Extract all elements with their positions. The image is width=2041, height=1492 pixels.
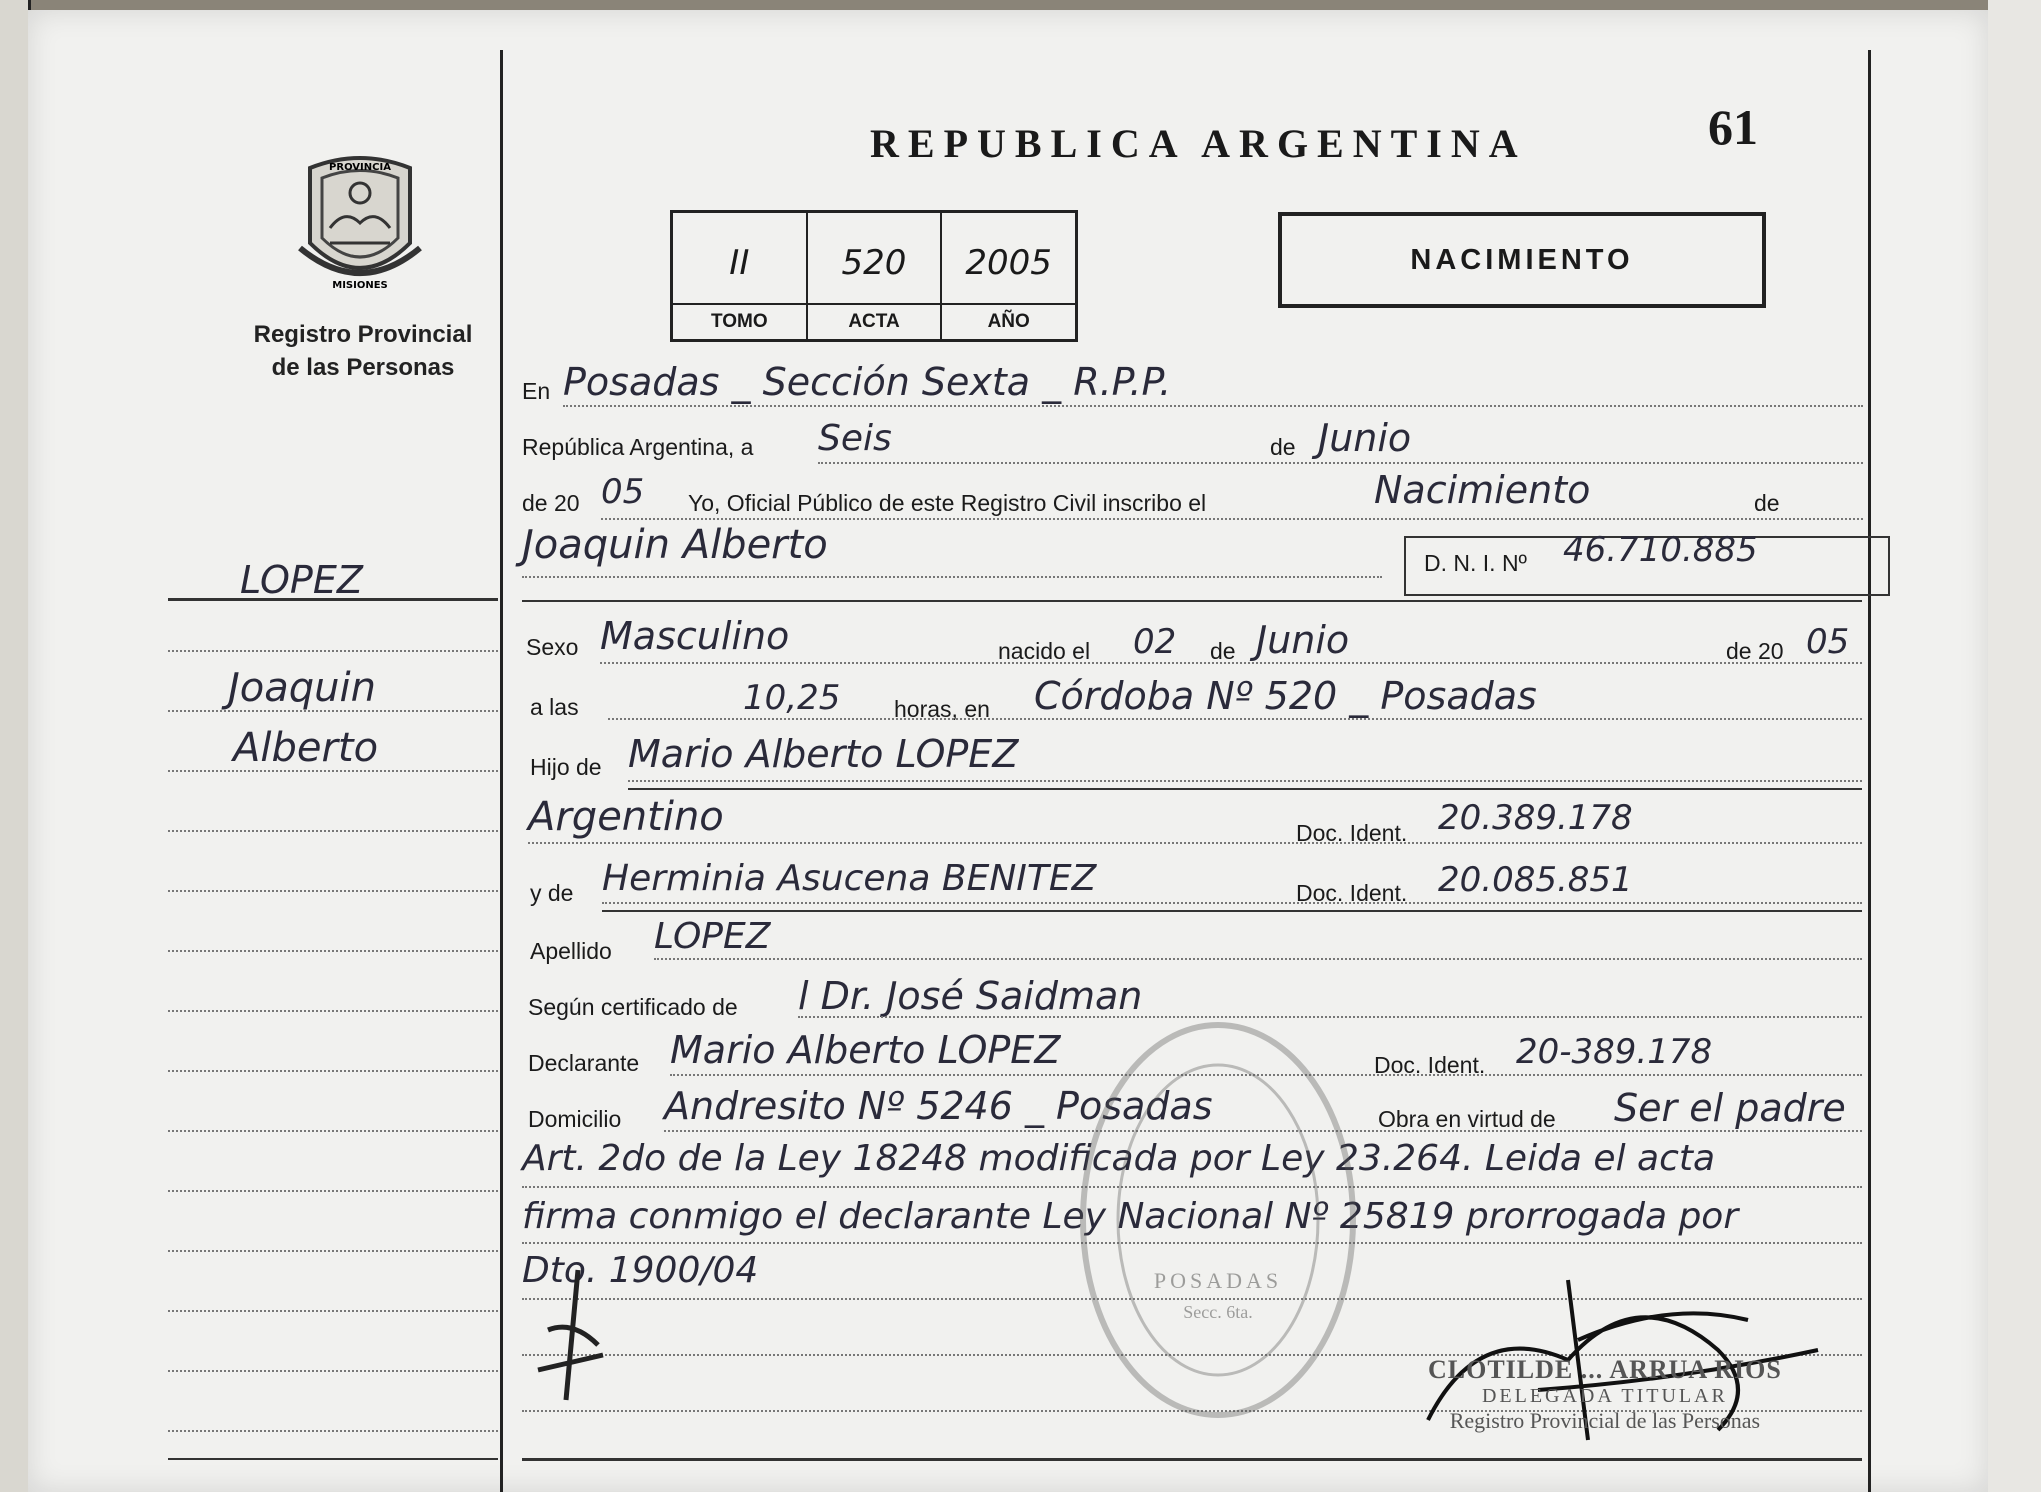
line xyxy=(654,958,1862,960)
line xyxy=(602,902,1862,904)
obra-label: Obra en virtud de xyxy=(1378,1106,1556,1132)
birth-hour: 10,25 xyxy=(743,678,841,718)
margin-line xyxy=(168,770,498,772)
margin-line xyxy=(168,830,498,832)
doc-label-father: Doc. Ident. xyxy=(1296,820,1408,846)
sexo-label: Sexo xyxy=(526,634,579,660)
notes-line-3: Dto. 1900/04 xyxy=(522,1250,759,1291)
margin-rule xyxy=(168,598,498,601)
registry-place: Posadas _ Sección Sexta _ R.P.P. xyxy=(563,360,1172,404)
stamp-section: Secc. 6ta. xyxy=(1183,1302,1253,1322)
line xyxy=(628,780,1862,782)
right-border xyxy=(1868,50,1871,1492)
officer-block xyxy=(1428,1355,1782,1434)
sex-value: Masculino xyxy=(600,614,790,658)
declarant-signature xyxy=(528,1260,618,1410)
child-name: Joaquin Alberto xyxy=(522,522,828,568)
day-in-words: Seis xyxy=(818,418,892,459)
line xyxy=(600,662,1862,664)
margin-line xyxy=(168,1130,498,1132)
line xyxy=(601,518,1863,520)
margin-surname: LOPEZ xyxy=(240,558,363,602)
segun-label: Según certificado de xyxy=(528,994,738,1020)
acta-value: 520 xyxy=(841,243,907,283)
apellido-value: LOPEZ xyxy=(654,916,771,957)
father-doc: 20.389.178 xyxy=(1438,798,1633,838)
margin-line xyxy=(168,1010,498,1012)
margin-line xyxy=(168,890,498,892)
record-id-table xyxy=(670,210,1078,342)
line xyxy=(522,576,1382,578)
margin-given-name-1: Joaquin xyxy=(228,665,376,711)
officer-title: DELEGADA TITULAR xyxy=(1481,1385,1728,1407)
page-edge xyxy=(1988,0,2041,1492)
month: Junio xyxy=(1318,416,1412,460)
emblem-top-text: PROVINCIA xyxy=(329,162,391,173)
margin-line xyxy=(168,1250,498,1252)
year-suffix: 05 xyxy=(601,472,645,512)
line xyxy=(608,718,1862,720)
anio-value: 2005 xyxy=(965,243,1052,283)
notes-line-2: firma conmigo el declarante Ley Nacional Nº 25819 prorrogada por xyxy=(522,1196,1739,1237)
rule xyxy=(522,600,1862,602)
doc-label-declarant: Doc. Ident. xyxy=(1374,1052,1486,1078)
margin-line xyxy=(168,650,498,652)
mother-name: Herminia Asucena BENITEZ xyxy=(602,858,1097,899)
registry-name-line1: Registro Provincial xyxy=(253,321,473,348)
document-title: REPUBLICA ARGENTINA xyxy=(870,121,1527,166)
certificate-by: l Dr. José Saidman xyxy=(798,974,1143,1018)
de-label: de xyxy=(1270,434,1296,460)
margin-line xyxy=(168,1070,498,1072)
tomo-value: II xyxy=(729,243,750,283)
stamp-city: POSADAS xyxy=(1153,1268,1283,1293)
rule xyxy=(602,910,1862,912)
official-stamp xyxy=(1068,1010,1368,1430)
acta-label: ACTA xyxy=(808,303,941,339)
horas-label: horas, en xyxy=(894,696,990,722)
birth-certificate-page xyxy=(28,10,1988,1492)
line xyxy=(818,462,1863,464)
declarant-name: Mario Alberto LOPEZ xyxy=(670,1028,1061,1072)
declarante-label: Declarante xyxy=(528,1050,640,1076)
registry-name-line2: de las Personas xyxy=(271,354,455,381)
birth-month: Junio xyxy=(1256,618,1350,662)
margin-line xyxy=(168,1430,498,1432)
rule xyxy=(628,788,1862,790)
dni-label: D. N. I. Nº xyxy=(1424,550,1527,576)
margin-line xyxy=(168,1190,498,1192)
margin-line xyxy=(168,950,498,952)
doc-label-mother: Doc. Ident. xyxy=(1296,880,1408,906)
declarant-doc: 20-389.178 xyxy=(1516,1032,1713,1072)
dni-value: 46.710.885 xyxy=(1563,530,1758,570)
event-type: Nacimiento xyxy=(1374,468,1591,512)
nacido-label: nacido el xyxy=(998,638,1091,664)
emblem-bottom-text: MISIONES xyxy=(332,280,388,291)
republica-label: República Argentina, a xyxy=(522,434,754,460)
registry-name xyxy=(228,318,498,384)
notes-line-1: Art. 2do de la Ley 18248 modificada por Ley 23.264. Leida el acta xyxy=(522,1138,1716,1179)
domicile: Andresito Nº 5246 _ Posadas xyxy=(664,1084,1213,1128)
tomo-label: TOMO xyxy=(673,303,806,339)
birth-year-suffix: 05 xyxy=(1806,622,1850,662)
coat-of-arms-icon xyxy=(290,148,430,298)
anio-label: AÑO xyxy=(942,303,1075,339)
en-label: En xyxy=(522,378,551,404)
inscription-text: Yo, Oficial Público de este Registro Civil inscribo el xyxy=(688,490,1207,516)
margin-rule xyxy=(168,1458,498,1460)
birth-place: Córdoba Nº 520 _ Posadas xyxy=(1034,674,1537,718)
hijo-label: Hijo de xyxy=(530,754,602,780)
a-las-label: a las xyxy=(530,694,579,720)
father-name: Mario Alberto LOPEZ xyxy=(628,732,1019,776)
de20-label-2: de 20 xyxy=(1726,638,1784,664)
margin-line xyxy=(168,710,498,712)
apellido-label: Apellido xyxy=(530,938,612,964)
folio-number: 61 xyxy=(1708,99,1758,155)
officer-name: CLOTILDE ... ARRUA RIOS xyxy=(1428,1355,1782,1384)
mother-doc: 20.085.851 xyxy=(1438,860,1633,900)
anio-cell xyxy=(942,213,1075,339)
de20-label: de 20 xyxy=(522,490,580,516)
de-label-3: de xyxy=(1210,638,1236,664)
margin-given-name-2: Alberto xyxy=(233,725,379,771)
margin-line xyxy=(168,1370,498,1372)
margin-line xyxy=(168,1310,498,1312)
de-label-2: de xyxy=(1754,490,1780,516)
record-type-box: NACIMIENTO xyxy=(1278,212,1766,308)
tomo-cell xyxy=(673,213,808,339)
domicilio-label: Domicilio xyxy=(528,1106,622,1132)
line xyxy=(528,842,1862,844)
birth-day: 02 xyxy=(1133,622,1177,662)
book-spine xyxy=(0,0,31,1492)
acta-cell xyxy=(808,213,943,339)
officer-org: Registro Provincial de las Personas xyxy=(1449,1408,1761,1433)
obra-value: Ser el padre xyxy=(1614,1086,1846,1130)
line xyxy=(563,405,1863,407)
y-de-label: y de xyxy=(530,880,574,906)
father-nationality: Argentino xyxy=(528,794,724,840)
column-divider xyxy=(500,50,503,1492)
